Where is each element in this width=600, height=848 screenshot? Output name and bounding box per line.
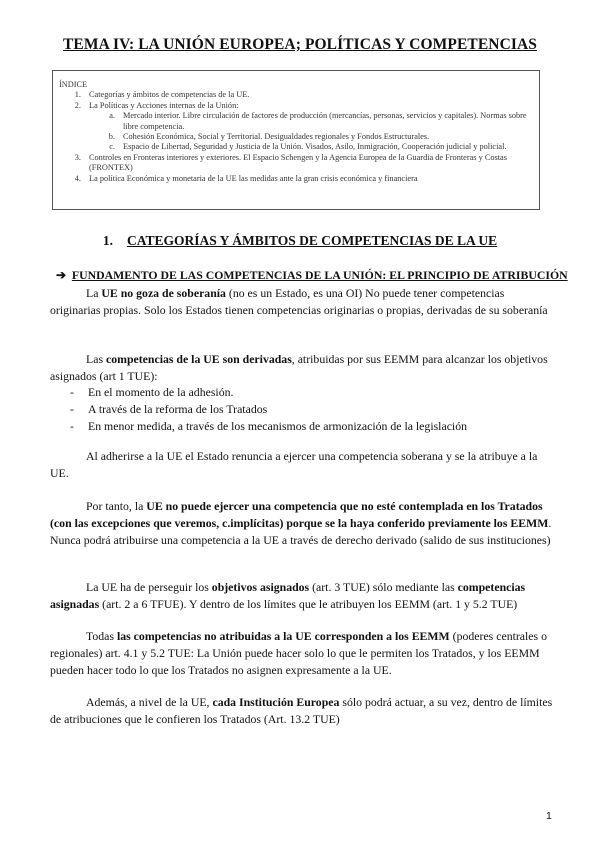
toc-item-text: Espacio de Libertad, Seguridad y Justicia de la Unión. Visados, Asilo, Inmigración, Cooperación judicial y policial. — [123, 142, 507, 152]
paragraph-instituciones: Además, a nivel de la UE, cada Institución Europea sólo podrá actuar, a su vez, dentro de límites de atribuciones que le confieren los Tratados (Art. 13.2 TUE) — [50, 695, 553, 726]
page-title: TEMA IV: LA UNIÓN EUROPEA; POLÍTICAS Y COMPETENCIAS — [62, 36, 538, 53]
toc-item-number: a. — [109, 111, 115, 121]
list-item: - A través de la reforma de los Tratados — [70, 402, 268, 416]
paragraph-objetivos: La UE ha de perseguir los objetivos asignados (art. 3 TUE) sólo mediante las competencias asignadas (art. 2 a 6 TFUE). Y dentro de los límites que le atribuyen los EEMM (art. 1 y 5.2 TUE) — [50, 580, 526, 611]
list-item: - En menor medida, a través de los mecanismos de armonización de la legislación — [70, 419, 468, 433]
toc-subitem — [59, 111, 531, 132]
toc-heading: ÍNDICE — [59, 80, 88, 89]
toc-item-number: 2. — [74, 100, 81, 110]
table-of-contents — [52, 70, 540, 210]
toc-item-text: Mercado interior. Libre circulación de factores de producción (mercancías, personas, servicios y capitales). Normas sobre libre competencia. — [123, 111, 527, 131]
toc-item-text: Categorías y ámbitos de competencias de la UE. — [89, 90, 250, 100]
paragraph-adhesion: Al adherirse a la UE el Estado renuncia a ejercer una competencia soberana y se la atribuye a la UE. — [50, 449, 538, 480]
list-item: - En el momento de la adhesión. — [70, 385, 234, 399]
toc-item-number: 4. — [74, 173, 81, 183]
section-number: 1. — [102, 233, 113, 248]
toc-item-number: b. — [108, 132, 115, 142]
toc-item-number: c. — [109, 142, 115, 152]
toc-item — [59, 174, 531, 184]
paragraph-competencias-derivadas: Las competencias de la UE son derivadas, atribuidas por sus EEMM para alcanzar los objetivos asignados (art 1 TUE): — [50, 352, 548, 383]
section-label: CATEGORÍAS Y ÁMBITOS DE COMPETENCIAS DE LA UE — [126, 233, 498, 248]
toc-item-number: 3. — [74, 152, 81, 162]
bullet-list — [50, 384, 556, 435]
section-heading — [0, 233, 600, 249]
toc-item — [59, 101, 531, 111]
toc-item-text: La Políticas y Acciones internas de la Unión: — [89, 100, 239, 110]
toc-item-text: La política Económica y monetaria de la UE las medidas ante la gran crisis económica y financiera — [89, 173, 418, 183]
paragraph-no-atribuidas: Todas las competencias no atribuidas a la UE corresponden a los EEMM (poderes centrales o regionales) art. 4.1 y 5.2 TUE: La Unión puede hacer solo lo que le permiten los Tratados, y los EEMM pueden hacer todo lo que los Tratados no asignen expresamente a la UE. — [50, 629, 547, 677]
toc-subitem — [59, 142, 531, 152]
paragraph-soberania: La UE no goza de soberanía (no es un Estado, es una OI) No puede tener competencias originarias propias. Solo los Estados tienen competencias originarias o propias, derivadas de su soberanía — [50, 286, 548, 317]
toc-item-text: Controles en Fronteras interiores y exteriores. El Espacio Schengen y la Agencia Europea de la Guardia de Fronteras y Costas (FRONTEX) — [89, 152, 507, 173]
arrow-icon: ➔ — [56, 268, 66, 282]
toc-subitem — [59, 132, 531, 142]
page-number: 1 — [546, 810, 552, 822]
toc-item — [59, 90, 531, 100]
toc-item — [59, 153, 531, 174]
toc-item-text: Cohesión Económica, Social y Territorial. Desigualdades regionales y Fondos Estructurales. — [123, 132, 430, 142]
subsection-label: FUNDAMENTO DE LAS COMPETENCIAS DE LA UNIÓN: EL PRINCIPIO DE ATRIBUCIÓN — [71, 268, 568, 282]
subsection-heading — [56, 268, 568, 283]
toc-item-number: 1. — [74, 90, 81, 100]
paragraph-por-tanto: Por tanto, la UE no puede ejercer una competencia que no esté contemplada en los Tratados (con las excepciones que veremos, c.implícitas) porque se la haya conferido previamente los EEMM. Nunca podrá atribuirse una competencia a la UE a través de derecho derivado (salido de sus instituciones) — [50, 499, 552, 547]
